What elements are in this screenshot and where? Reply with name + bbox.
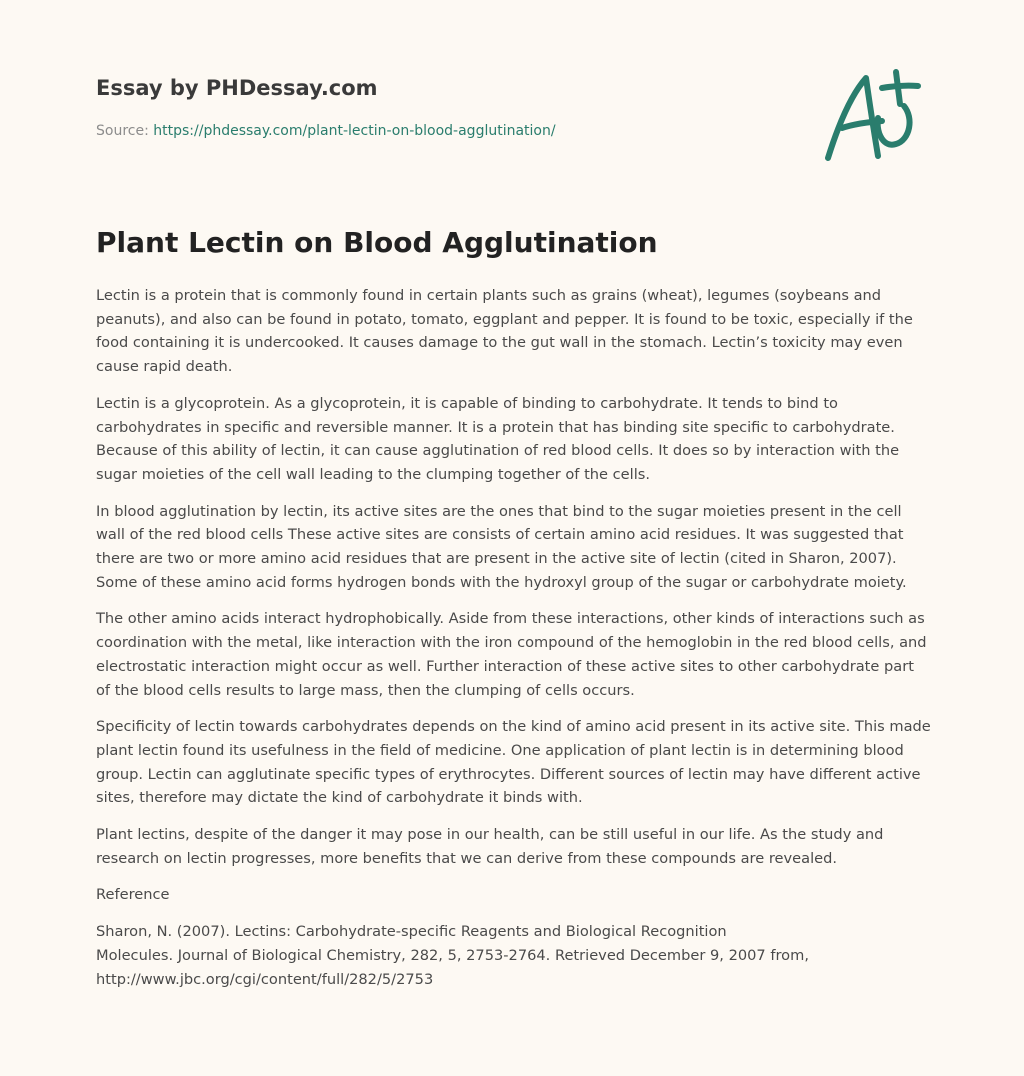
essay-paragraph: The other amino acids interact hydrophobically. Aside from these interactions, other kinds of interactions such as coordination with the metal, like interaction with the iron compound of the hemoglobin in the red blood cells, and electrostatic interaction might occur as well. Further interaction of these active sites to other carbohydrate part of the blood cells results to large mass, then the clumping of cells occurs. xyxy=(96,610,927,699)
a-plus-logo-icon xyxy=(820,66,930,166)
essay-paragraph: Plant lectins, despite of the danger it may pose in our health, can be still useful in our life. As the study and research on lectin progresses, more benefits that we can derive from these compounds are revealed. xyxy=(96,826,884,867)
source-label: Source: xyxy=(96,123,154,139)
page-header xyxy=(96,0,928,180)
source-line xyxy=(96,123,556,139)
reference-line: Molecules. Journal of Biological Chemistry, 282, 5, 2753-2764. Retrieved December 9, 2007 from, xyxy=(96,946,809,964)
essay-body xyxy=(96,284,932,1004)
reference-line: Sharon, N. (2007). Lectins: Carbohydrate-specific Reagents and Biological Recognition xyxy=(96,923,727,941)
essay-paragraph: Lectin is a glycoprotein. As a glycoprotein, it is capable of binding to carbohydrate. It tends to bind to carbohydrates in specific and reversible manner. It is a protein that has binding site specific to carbohydrate. Because of this ability of lectin, it can cause agglutination of red blood cells. It does so by interaction with the sugar moieties of the cell wall leading to the clumping together of the cells. xyxy=(96,394,900,483)
essay-title: Plant Lectin on Blood Agglutination xyxy=(96,226,658,259)
essay-paragraph: Lectin is a protein that is commonly found in certain plants such as grains (wheat), legumes (soybeans and peanuts), and also can be found in potato, tomato, eggplant and pepper. It is found to be toxic, especially if the food containing it is undercooked. It causes damage to the gut wall in the stomach. Lectin’s toxicity may even cause rapid death. xyxy=(96,287,913,376)
site-title: Essay by PHDessay.com xyxy=(96,76,378,100)
essay-paragraph: In blood agglutination by lectin, its active sites are the ones that bind to the sugar moieties present in the cell wall of the red blood cells These active sites are consists of certain amino acid residues. It was suggested that there are two or more amino acid residues that are present in the active site of lectin (cited in Sharon, 2007). Some of these amino acid forms hydrogen bonds with the hydroxyl group of the sugar or carbohydrate moiety. xyxy=(96,502,907,591)
reference-entry xyxy=(96,920,932,991)
essay-paragraph: Specificity of lectin towards carbohydrates depends on the kind of amino acid present in its active site. This made plant lectin found its usefulness in the field of medicine. One application of plant lectin is in determining blood group. Lectin can agglutinate specific types of erythrocytes. Different sources of lectin may have different active sites, therefore may dictate the kind of carbohydrate it binds with. xyxy=(96,718,931,807)
source-link[interactable]: https://phdessay.com/plant-lectin-on-blood-agglutination/ xyxy=(153,123,556,139)
reference-heading: Reference xyxy=(96,886,170,904)
reference-line: http://www.jbc.org/cgi/content/full/282/5/2753 xyxy=(96,970,434,988)
